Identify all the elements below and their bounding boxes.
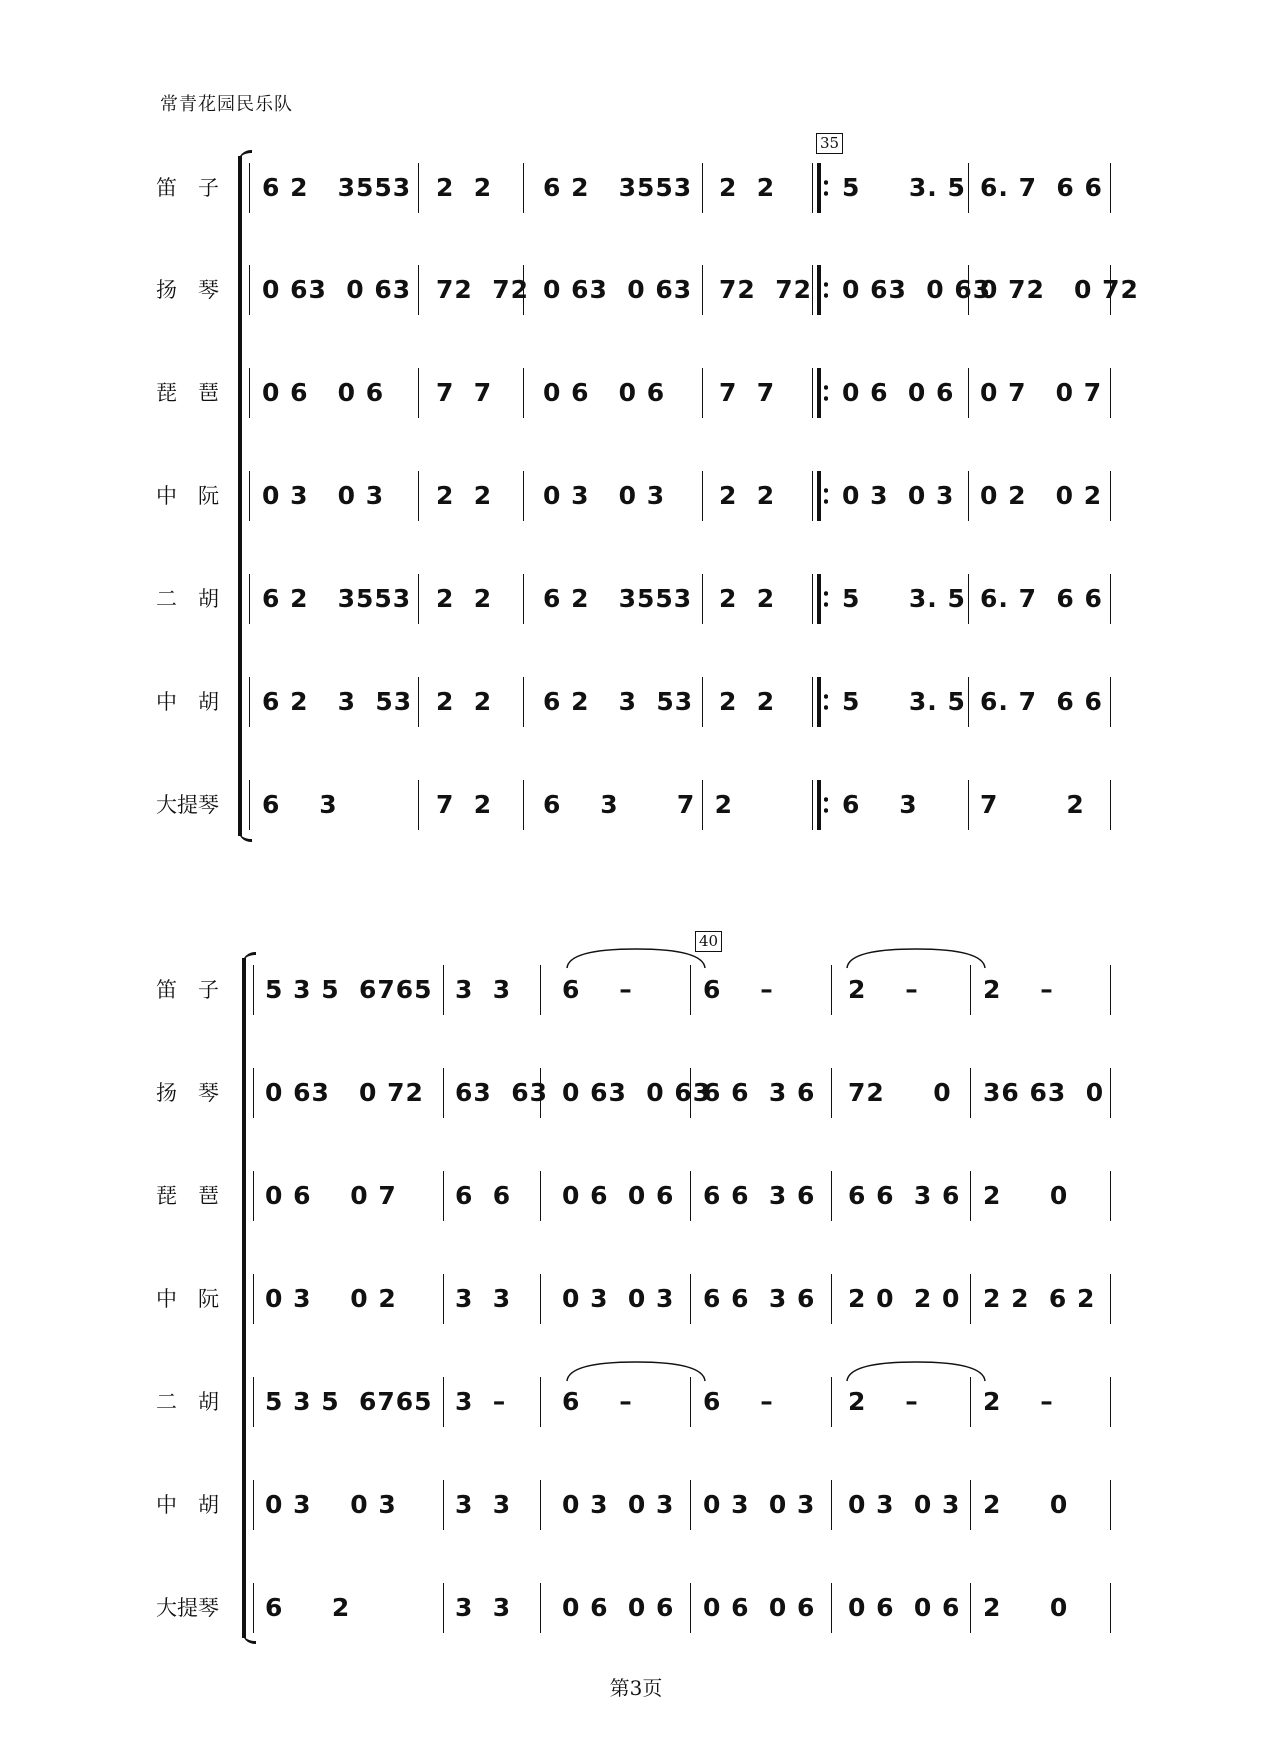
- repeat-start-barline: [812, 471, 828, 521]
- start-barline: [253, 1274, 254, 1324]
- measure: 6 2 3553: [262, 173, 412, 202]
- instrument-name: 中 阮: [156, 1287, 219, 1311]
- measure: 3 3: [455, 1593, 512, 1622]
- barline: [443, 1171, 444, 1221]
- barline: [1110, 368, 1111, 418]
- measure: 0 6 0 6: [842, 378, 955, 407]
- slur: [566, 946, 706, 970]
- barline: [1110, 1480, 1111, 1530]
- instrument-name: 琵 琶: [156, 1184, 219, 1208]
- barline: [540, 1171, 541, 1221]
- barline: [418, 163, 419, 213]
- instrument-name: 中 胡: [156, 1493, 219, 1517]
- measure: 2 2: [719, 481, 776, 510]
- barline: [523, 368, 524, 418]
- barline: [690, 1583, 691, 1633]
- barline: [523, 471, 524, 521]
- barline: [690, 965, 691, 1015]
- barline: [702, 163, 703, 213]
- instrument-name: 扬 琴: [156, 1081, 219, 1105]
- measure: 6 2: [265, 1593, 351, 1622]
- measure: 0 7 0 7: [980, 378, 1103, 407]
- measure: 3 3: [455, 1490, 512, 1519]
- measure: 72 0: [848, 1078, 952, 1107]
- repeat-start-barline: [812, 780, 828, 830]
- barline: [970, 965, 971, 1015]
- barline: [831, 1068, 832, 1118]
- measure: 7 7: [719, 378, 776, 407]
- measure: 5 3. 5: [842, 687, 966, 716]
- measure: 0 63 0 63: [262, 275, 412, 304]
- measure: 0 6 0 6: [848, 1593, 961, 1622]
- barline: [540, 1377, 541, 1427]
- measure: 0 6 0 6: [562, 1181, 675, 1210]
- measure: 0 3 0 3: [842, 481, 955, 510]
- measure: 6 6 3 6: [703, 1181, 816, 1210]
- measure: 6 3: [262, 790, 338, 819]
- rehearsal-number: 35: [816, 133, 843, 154]
- start-barline: [249, 265, 250, 315]
- measure: 2 –: [848, 1387, 919, 1416]
- measure: 6 3: [842, 790, 918, 819]
- measure: 2 2: [436, 687, 493, 716]
- barline: [418, 677, 419, 727]
- barline: [1110, 780, 1111, 830]
- start-barline: [249, 780, 250, 830]
- barline: [970, 1068, 971, 1118]
- measure: 0 3 0 2: [265, 1284, 397, 1313]
- measure: 0 3 0 3: [848, 1490, 961, 1519]
- instrument-name: 笛 子: [156, 176, 219, 200]
- barline: [702, 677, 703, 727]
- measure: 0 3 0 3: [262, 481, 385, 510]
- barline: [968, 574, 969, 624]
- barline: [540, 1274, 541, 1324]
- barline: [418, 780, 419, 830]
- barline: [1110, 1171, 1111, 1221]
- measure: 63 63: [455, 1078, 548, 1107]
- instrument-name: 中 胡: [156, 690, 219, 714]
- measure: 0 3 0 3: [562, 1284, 675, 1313]
- barline: [523, 780, 524, 830]
- measure: 6 –: [703, 1387, 774, 1416]
- measure: 7 7: [436, 378, 493, 407]
- barline: [702, 471, 703, 521]
- barline: [443, 1274, 444, 1324]
- start-barline: [249, 471, 250, 521]
- measure: 0 6 0 6: [703, 1593, 816, 1622]
- measure: 72 72: [436, 275, 529, 304]
- measure: 36 63 0: [983, 1078, 1105, 1107]
- barline: [1110, 1068, 1111, 1118]
- repeat-start-barline: [812, 265, 828, 315]
- measure: 3 3: [455, 975, 512, 1004]
- barline: [540, 1480, 541, 1530]
- measure: 2 0: [983, 1181, 1069, 1210]
- measure: 2 2: [436, 173, 493, 202]
- instrument-name: 二 胡: [156, 587, 219, 611]
- measure: 5 3. 5: [842, 173, 966, 202]
- measure: 0 63 0 63: [842, 275, 992, 304]
- barline: [970, 1377, 971, 1427]
- barline: [523, 163, 524, 213]
- start-barline: [249, 574, 250, 624]
- measure: 0 3 0 3: [703, 1490, 816, 1519]
- measure: 2 –: [848, 975, 919, 1004]
- instrument-name: 二 胡: [156, 1390, 219, 1414]
- measure: 2 0: [983, 1490, 1069, 1519]
- measure: 72 72: [719, 275, 812, 304]
- barline: [443, 1583, 444, 1633]
- start-barline: [249, 677, 250, 727]
- barline: [831, 1583, 832, 1633]
- measure: 2 0: [983, 1593, 1069, 1622]
- measure: 6 3 7 2: [543, 790, 734, 819]
- slur: [846, 946, 986, 970]
- measure: 6 2 3553: [543, 584, 693, 613]
- barline: [1110, 1377, 1111, 1427]
- measure: 5 3. 5: [842, 584, 966, 613]
- start-barline: [249, 368, 250, 418]
- measure: 2 –: [983, 1387, 1054, 1416]
- barline: [831, 1377, 832, 1427]
- barline: [970, 1171, 971, 1221]
- barline: [968, 163, 969, 213]
- start-barline: [253, 1068, 254, 1118]
- barline: [690, 1171, 691, 1221]
- instrument-name: 大提琴: [156, 1596, 219, 1620]
- barline: [702, 265, 703, 315]
- measure: 2 2: [436, 584, 493, 613]
- measure: 0 72 0 72: [980, 275, 1139, 304]
- rehearsal-number: 40: [695, 931, 722, 952]
- start-barline: [253, 1480, 254, 1530]
- barline: [968, 471, 969, 521]
- slur: [846, 1359, 986, 1383]
- repeat-start-barline: [812, 163, 828, 213]
- barline: [443, 1377, 444, 1427]
- measure: 0 63 0 63: [543, 275, 693, 304]
- measure: 6 –: [562, 1387, 633, 1416]
- measure: 2 2: [719, 173, 776, 202]
- measure: 0 6 0 6: [262, 378, 385, 407]
- measure: 2 2 6 2: [983, 1284, 1096, 1313]
- barline: [1110, 965, 1111, 1015]
- barline: [831, 1274, 832, 1324]
- barline: [418, 574, 419, 624]
- barline: [1110, 1274, 1111, 1324]
- page-header: 常青花园民乐队: [160, 94, 293, 115]
- measure: 0 3 0 3: [562, 1490, 675, 1519]
- barline: [702, 574, 703, 624]
- measure: 0 63 0 72: [265, 1078, 424, 1107]
- barline: [831, 965, 832, 1015]
- measure: 6 6 3 6: [848, 1181, 961, 1210]
- measure: 6 2 3553: [543, 173, 693, 202]
- page-footer: 第3页: [609, 1676, 663, 1700]
- barline: [540, 965, 541, 1015]
- start-barline: [253, 1171, 254, 1221]
- barline: [702, 368, 703, 418]
- barline: [690, 1274, 691, 1324]
- measure: 0 63 0 63: [562, 1078, 712, 1107]
- repeat-start-barline: [812, 368, 828, 418]
- barline: [970, 1480, 971, 1530]
- barline: [523, 677, 524, 727]
- repeat-dots: [824, 279, 828, 301]
- measure: 6. 7 6 6: [980, 173, 1103, 202]
- instrument-name: 大提琴: [156, 793, 219, 817]
- measure: 6 2 3 53: [543, 687, 694, 716]
- start-barline: [253, 1583, 254, 1633]
- barline: [968, 368, 969, 418]
- barline: [443, 965, 444, 1015]
- measure: 2 2: [719, 687, 776, 716]
- repeat-dots: [824, 794, 828, 816]
- barline: [690, 1480, 691, 1530]
- barline: [1110, 677, 1111, 727]
- measure: 6 2 3553: [262, 584, 412, 613]
- barline: [968, 677, 969, 727]
- repeat-dots: [824, 485, 828, 507]
- measure: 7 2: [436, 790, 493, 819]
- start-barline: [253, 1377, 254, 1427]
- barline: [970, 1274, 971, 1324]
- repeat-start-barline: [812, 677, 828, 727]
- barline: [418, 265, 419, 315]
- measure: 6 –: [703, 975, 774, 1004]
- barline: [1110, 574, 1111, 624]
- repeat-dots: [824, 691, 828, 713]
- barline: [418, 471, 419, 521]
- measure: 6 6 3 6: [703, 1284, 816, 1313]
- measure: 0 6 0 7: [265, 1181, 397, 1210]
- instrument-name: 琵 琶: [156, 381, 219, 405]
- measure: 2 –: [983, 975, 1054, 1004]
- barline: [540, 1583, 541, 1633]
- instrument-name: 扬 琴: [156, 278, 219, 302]
- barline: [443, 1480, 444, 1530]
- measure: 0 3 0 3: [543, 481, 666, 510]
- slur: [566, 1359, 706, 1383]
- measure: 5 3 5 6765: [265, 975, 433, 1004]
- measure: 6. 7 6 6: [980, 584, 1103, 613]
- instrument-name: 笛 子: [156, 978, 219, 1002]
- measure: 7 2: [980, 790, 1085, 819]
- measure: 0 6 0 6: [562, 1593, 675, 1622]
- barline: [1110, 163, 1111, 213]
- barline: [831, 1480, 832, 1530]
- measure: 0 2 0 2: [980, 481, 1103, 510]
- measure: 3 3: [455, 1284, 512, 1313]
- repeat-dots: [824, 382, 828, 404]
- barline: [443, 1068, 444, 1118]
- measure: 2 0 2 0: [848, 1284, 961, 1313]
- measure: 2 2: [436, 481, 493, 510]
- barline: [418, 368, 419, 418]
- barline: [831, 1171, 832, 1221]
- barline: [1110, 471, 1111, 521]
- repeat-dots: [824, 177, 828, 199]
- measure: 0 6 0 6: [543, 378, 666, 407]
- barline: [690, 1377, 691, 1427]
- barline: [968, 780, 969, 830]
- barline: [1110, 1583, 1111, 1633]
- measure: 6 –: [562, 975, 633, 1004]
- start-barline: [253, 965, 254, 1015]
- measure: 6 6 3 6: [703, 1078, 816, 1107]
- barline: [523, 574, 524, 624]
- measure: 3 –: [455, 1387, 507, 1416]
- repeat-dots: [824, 588, 828, 610]
- start-barline: [249, 163, 250, 213]
- repeat-start-barline: [812, 574, 828, 624]
- measure: 6. 7 6 6: [980, 687, 1103, 716]
- measure: 0 3 0 3: [265, 1490, 397, 1519]
- measure: 6 6: [455, 1181, 512, 1210]
- measure: 2 2: [719, 584, 776, 613]
- measure: 6 2 3 53: [262, 687, 413, 716]
- barline: [970, 1583, 971, 1633]
- instrument-name: 中 阮: [156, 484, 219, 508]
- measure: 5 3 5 6765: [265, 1387, 433, 1416]
